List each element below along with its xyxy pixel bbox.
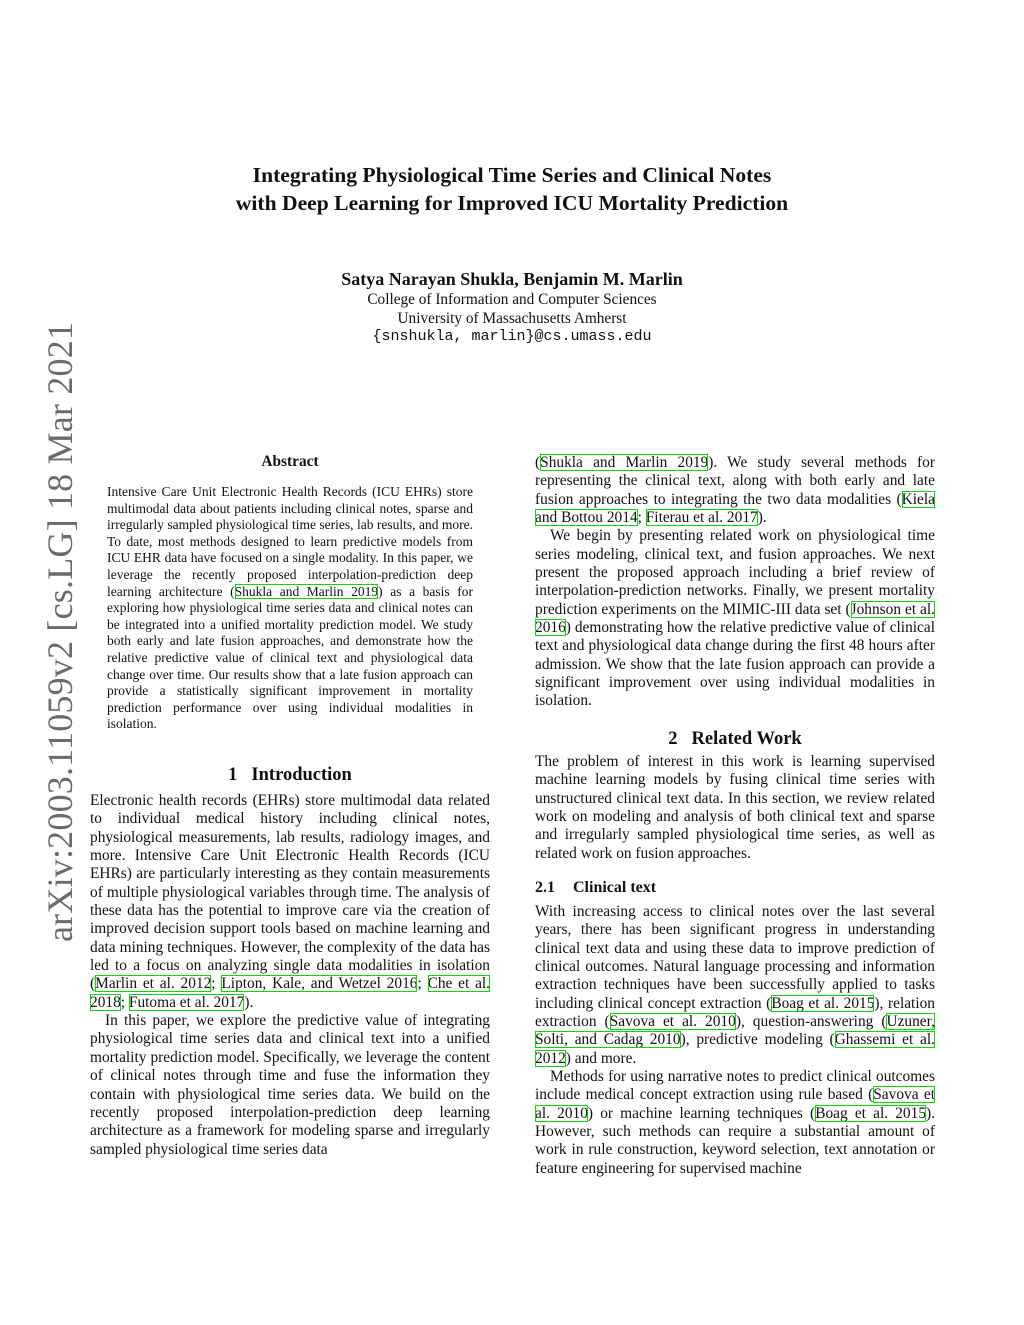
body-text: With increasing access to clinical notes over the last several years, there has been significant progress in understanding clinical text data and using these data to improve prediction of clinical outcomes. Natural language processing and information extraction techniques have been successfully applied to tasks including clinical concept extraction ( — [535, 903, 935, 1012]
paragraph — [90, 792, 490, 1012]
body-text: ; — [120, 993, 129, 1011]
body-text: ( — [535, 454, 541, 471]
body-text: ). — [757, 509, 767, 527]
body-text: ). However, such methods can require a substantial amount of work in rule construction, keyword selection, text annotation or feature engineering for supervised machine — [535, 1104, 935, 1177]
subsection-title: Clinical text — [573, 879, 657, 896]
citation-link[interactable]: Fiterau et al. 2017 — [645, 509, 758, 527]
citation-link[interactable]: Boag et al. 2015 — [815, 1104, 927, 1122]
subsection-number: 2.1 — [535, 879, 555, 896]
paragraph — [535, 454, 935, 527]
affiliation-line-2: University of Massachusetts Amherst — [397, 309, 627, 327]
body-text: We begin by presenting related work on physiological time series modeling, clinical text, and fusion approaches. We next present the proposed approach including a brief review of interpolation-prediction networks. Finally, we present mortality prediction experiments on the MIMIC-III data set ( — [535, 527, 935, 618]
authors: Satya Narayan Shukla, Benjamin M. Marlin — [341, 269, 683, 289]
abstract-heading: Abstract — [261, 453, 319, 470]
body-text: ; — [637, 509, 646, 527]
paragraph — [535, 1068, 935, 1178]
citation-link[interactable]: Futoma et al. 2017 — [128, 993, 245, 1011]
citation-link[interactable]: Savova et al. 2010 — [535, 1086, 936, 1122]
affiliation-line-1: College of Information and Computer Sciences — [367, 291, 657, 308]
paragraph: In this paper, we explore the predictive value of integrating physiological time series data and clinical text into a unified mortality prediction model. Specifically, we leverage the content of clinical notes through time and fuse the information they contain with physiological time series data. We build on the recently proposed interpolation-prediction deep learning architecture as a framework for modeling sparse and irregularly sampled physiological time series data — [90, 1012, 490, 1158]
citation-link[interactable]: Kiela and Bottou 2014 — [535, 490, 935, 527]
arxiv-identifier: arXiv:2003.11059v2 [cs.LG] 18 Mar 2021 — [40, 321, 80, 942]
citation-link[interactable]: Uzuner, Solti, and Cadag 2010 — [535, 1013, 935, 1049]
body-text: ) and more. — [565, 1049, 637, 1067]
title-line-1: Integrating Physiological Time Series and Clinical Notes — [252, 163, 772, 187]
related-work-body — [535, 753, 935, 863]
section-heading-related-work — [535, 728, 935, 750]
section-title: Introduction — [251, 765, 352, 785]
abstract-body — [107, 484, 473, 733]
body-text: ; — [417, 975, 428, 993]
body-text: ; — [211, 975, 222, 993]
body-text: ). We study several methods for representing the clinical text, along with both early and late fusion approaches to integrating the two data modalities ( — [535, 454, 935, 508]
introduction-continued — [535, 454, 935, 711]
body-text: ) demonstrating how the relative predictive value of clinical text and physiological data change during the first 48 hours after admission. We show that the late fusion approach can provide a significant improvement over using individual modalities in isolation. — [535, 619, 935, 710]
section-heading-introduction — [90, 764, 490, 786]
clinical-text-body — [535, 903, 935, 1178]
citation-link[interactable]: Boag et al. 2015 — [771, 994, 875, 1012]
affiliation — [100, 291, 924, 347]
paragraph: The problem of interest in this work is learning supervised machine learning models by fusing clinical time series with unstructured clinical text data. In this section, we review related work on modeling and analysis of both clinical text and sparse and irregularly sampled physiological time series, as well as related work on fusion approaches. — [535, 753, 935, 862]
paper-title — [100, 161, 924, 217]
citation-link[interactable]: Shukla and Marlin 2019 — [234, 583, 379, 599]
abstract-text: Intensive Care Unit Electronic Health Records (ICU EHRs) store multimodal data about patients including clinical notes, sparse and irregularly sampled physiological time series, lab results, and more. To date, most methods designed to learn predictive models from ICU EHR data have focused on a single modality. In this paper, we leverage the recently proposed interpolation-prediction deep learning architecture ( — [107, 484, 473, 599]
citation-link[interactable]: Savova et al. 2010 — [609, 1013, 736, 1031]
paragraph — [535, 903, 935, 1068]
introduction-body — [90, 792, 490, 1159]
citation-link[interactable]: Marlin et al. 2012 — [95, 975, 212, 993]
citation-link[interactable]: Che et al. 2018 — [90, 975, 491, 1011]
citation-link[interactable]: Ghassemi et al. 2012 — [535, 1031, 935, 1067]
body-text: Electronic health records (EHRs) store multimodal data related to individual medical history including clinical notes, physiological measurements, lab results, radiology images, and more. Intensive Care Unit Electronic Health Records (ICU EHRs) are particularly interesting as they contain measurements of multiple physiological variables through time. The analysis of these data has the potential to improve care via the creation of improved decision support tools based on machine learning and data mining techniques. However, the complexity of the data has led to a focus on analyzing single data modalities in isolation ( — [90, 792, 490, 993]
author-email: {snshukla, marlin}@cs.umass.edu — [372, 328, 652, 345]
section-title: Related Work — [691, 729, 802, 749]
body-text: ), predictive modeling ( — [680, 1031, 835, 1049]
body-text: ), question-answering ( — [735, 1013, 887, 1031]
section-number: 1 — [228, 765, 238, 785]
body-text: ), relation extraction ( — [535, 994, 935, 1031]
body-text: ). — [244, 993, 254, 1011]
citation-link[interactable]: Lipton, Kale, and Wetzel 2016 — [221, 975, 418, 993]
subsection-heading-clinical-text — [535, 878, 935, 898]
citation-link[interactable]: Shukla and Marlin 2019 — [540, 454, 709, 471]
paragraph — [535, 527, 935, 710]
citation-link[interactable]: Johnson et al. 2016 — [535, 600, 935, 637]
body-text: Methods for using narrative notes to predict clinical outcomes include medical concept extraction using rule based ( — [535, 1068, 935, 1104]
body-text: ) or machine learning techniques ( — [587, 1104, 816, 1122]
abstract-text: ) as a basis for exploring how physiological time series data and clinical notes can be integrated into a unified mortality prediction model. We study both early and late fusion approaches, and demonstrate how the relative predictive value of clinical text and physiological data change over time. Our results show that a late fusion approach can provide a statistically significant improvement in mortality prediction performance over using individual modalities in isolation. — [107, 583, 473, 732]
section-number: 2 — [668, 729, 678, 749]
title-line-2: with Deep Learning for Improved ICU Mortality Prediction — [235, 191, 789, 215]
